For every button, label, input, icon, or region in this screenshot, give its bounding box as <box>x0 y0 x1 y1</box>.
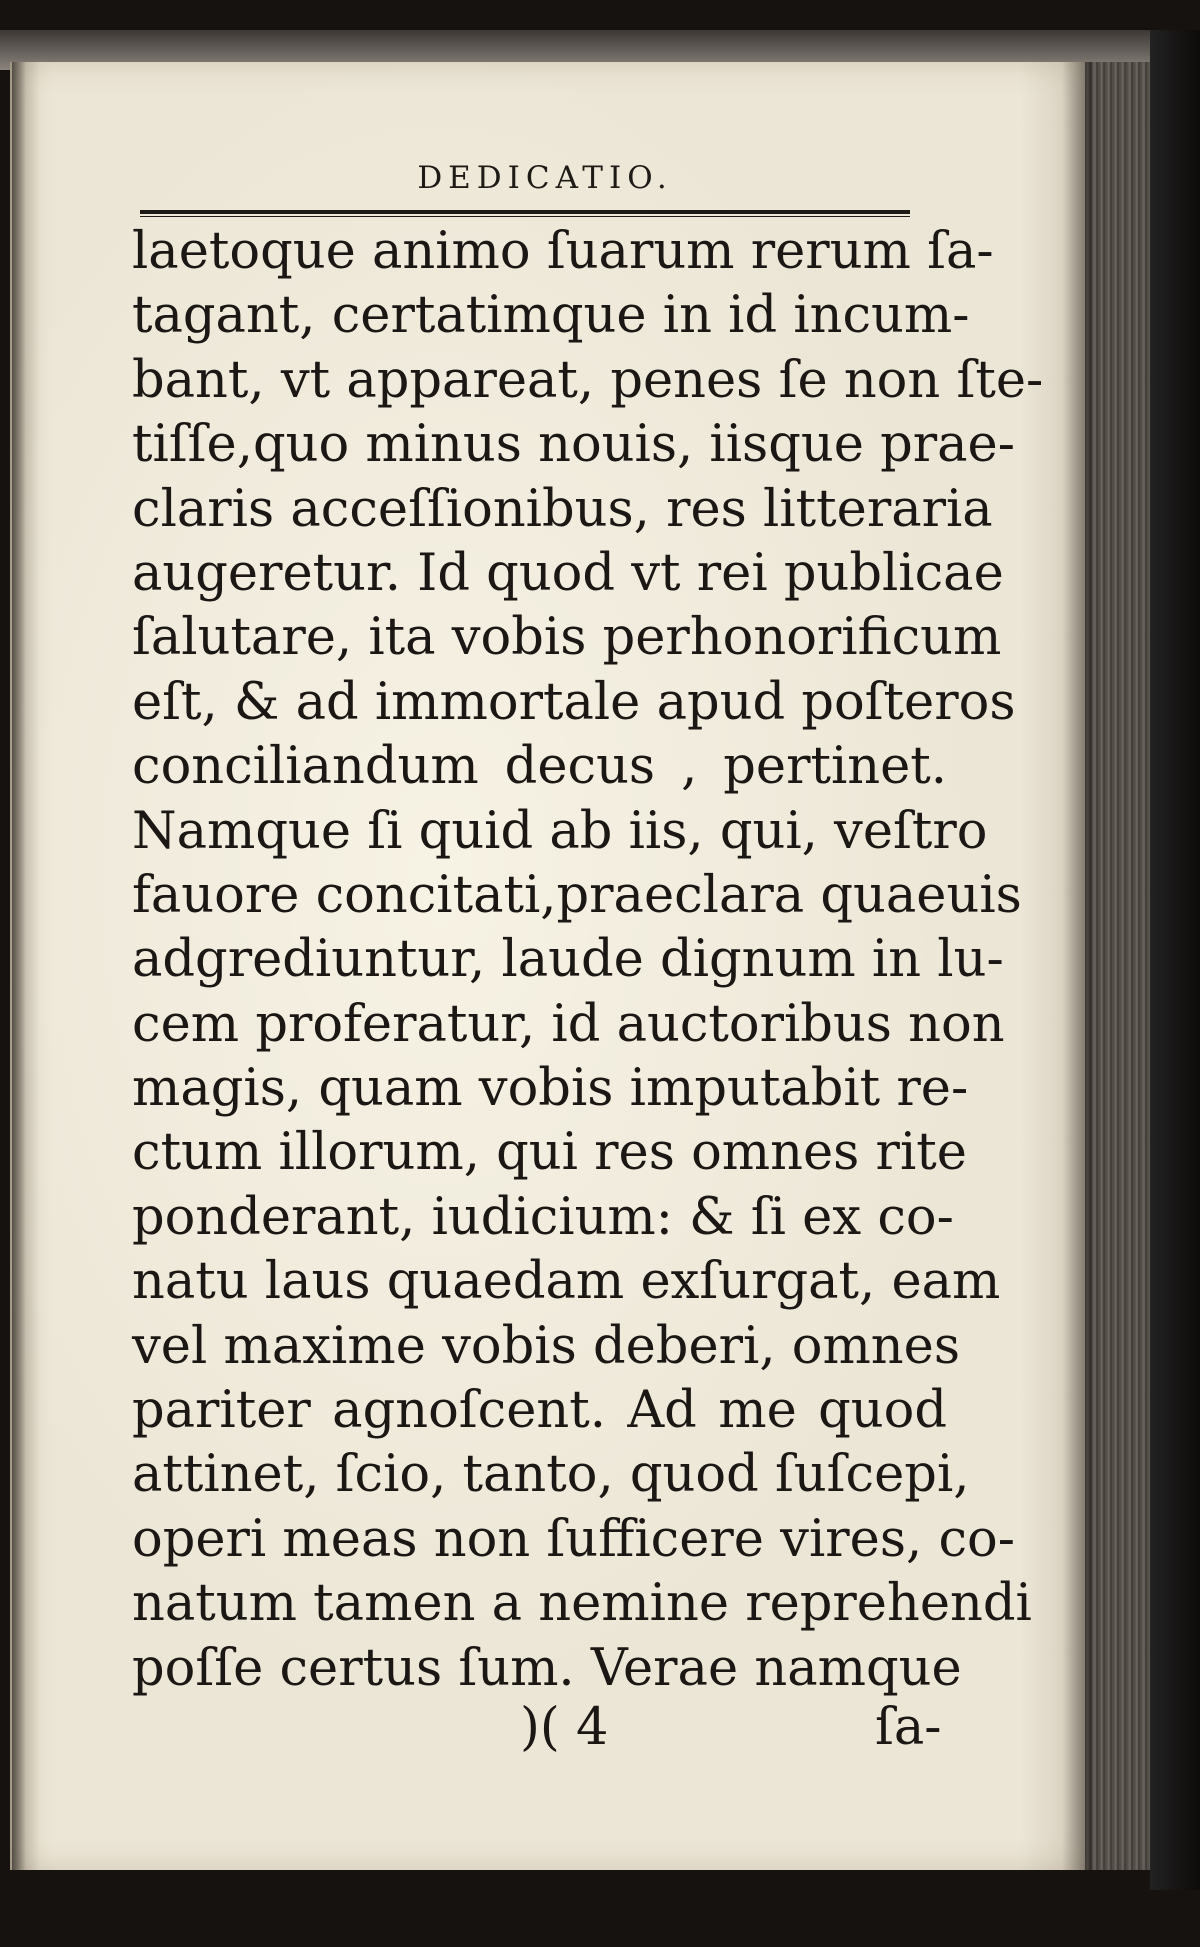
text-line: magis, quam vobis imputabit re- <box>132 1059 969 1119</box>
text-line: operi meas non ſufficere vires, co- <box>132 1509 1015 1569</box>
text-line: fauore concitati,praeclara quaeuis <box>132 865 1022 925</box>
text-line: cem proferatur, id auctoribus non <box>132 994 1005 1054</box>
page-stack-edge <box>1085 62 1150 1870</box>
text-line: claris acceſſionibus, res litteraria <box>132 479 993 539</box>
text-line: attinet, ſcio, tanto, quod ſuſcepi, <box>132 1445 970 1505</box>
head-rule <box>140 210 910 217</box>
text-line: poſſe certus ſum. Verae namque <box>132 1638 962 1698</box>
page-footer <box>0 1698 1200 1768</box>
catchword: ſa- <box>875 1698 942 1757</box>
running-head: DEDICATIO. <box>417 160 673 196</box>
text-line: pariter agnoſcent. Ad me quod <box>132 1381 947 1441</box>
text-line: vel maxime vobis deberi, omnes <box>132 1316 961 1376</box>
text-line: augeretur. Id quod vt rei publicae <box>132 543 1004 603</box>
text-line: ſalutare, ita vobis perhonorificum <box>132 608 1002 668</box>
text-line: bant, vt appareat, penes ſe non ſte- <box>132 350 1044 410</box>
text-line: tagant, certatimque in id incum- <box>132 286 970 346</box>
book-fore-edge <box>1150 30 1200 1890</box>
signature-mark: )( 4 <box>520 1698 609 1757</box>
text-line: tiſſe,quo minus nouis, iisque prae- <box>132 415 1015 475</box>
text-line: ponderant, iudicium: & ſi ex co- <box>132 1187 954 1247</box>
text-line: conciliandum decus , pertinet. <box>132 737 947 797</box>
body-text <box>132 220 1044 1701</box>
text-line: Namque ſi quid ab iis, qui, veſtro <box>132 801 988 861</box>
text-line: natu laus quaedam exſurgat, eam <box>132 1252 1001 1312</box>
text-line: eſt, & ad immortale apud poſteros <box>132 672 1016 732</box>
text-line: natum tamen a nemine reprehendi <box>132 1574 1032 1634</box>
text-line: adgrediuntur, laude dignum in lu- <box>132 930 1004 990</box>
binding-edge <box>12 62 26 1870</box>
text-line: ctum illorum, qui res omnes rite <box>132 1123 967 1183</box>
page-stack-shade <box>1062 62 1092 1870</box>
text-line: laetoque animo ſuarum rerum ſa- <box>132 222 994 281</box>
